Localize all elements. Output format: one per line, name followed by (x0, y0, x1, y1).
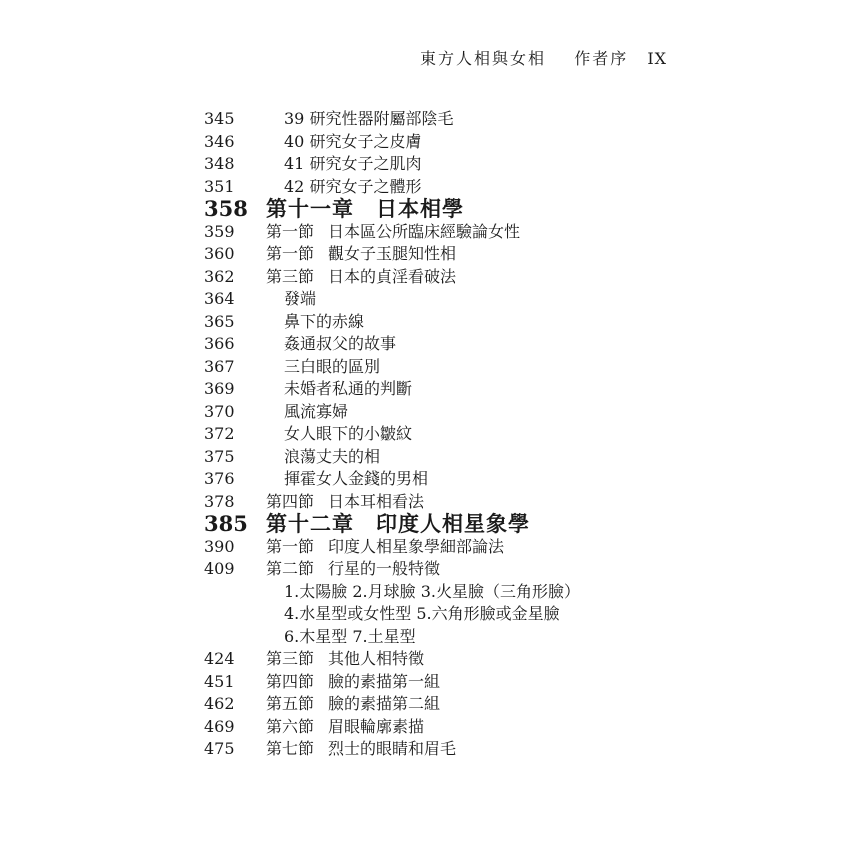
toc-section-row (204, 671, 764, 694)
toc-section-row (204, 243, 764, 266)
toc-page-number: 376 (204, 469, 235, 488)
toc-page-number: 364 (204, 289, 235, 308)
toc-entry-text (266, 693, 440, 716)
toc-page-number: 351 (204, 176, 235, 196)
toc-entry-label: 印度人相星象學細部論法 (328, 536, 505, 556)
toc-entry-label: 日本區公所臨床經驗論女性 (328, 221, 521, 241)
toc-page-number: 375 (204, 446, 235, 466)
toc-section-row (204, 648, 764, 671)
toc-entry-row (204, 288, 764, 311)
toc-entry-label: 39 研究性器附屬部陰毛 (284, 109, 454, 128)
toc-entry-label: 發端 (284, 289, 317, 308)
toc-entry-text (266, 491, 424, 514)
toc-entry-text (266, 648, 424, 671)
toc-entry-prefix: 第四節 (266, 491, 315, 511)
toc-page-number: 359 (204, 221, 235, 241)
toc-entry-text (266, 716, 424, 739)
toc-entry-label: 姦通叔父的故事 (284, 334, 397, 353)
toc-entry-label: 眉眼輪廓素描 (328, 716, 425, 736)
toc-entry-text (284, 378, 412, 401)
toc-entry-row (204, 468, 764, 491)
toc-entry-label: 揮霍女人金錢的男相 (284, 469, 429, 488)
toc-entry-prefix: 第四節 (266, 671, 315, 691)
toc-page-number: 348 (204, 154, 235, 173)
toc-entry-row (204, 176, 764, 199)
toc-page-number: 372 (204, 424, 235, 443)
toc-page-number: 365 (204, 311, 235, 331)
toc-entry-label: 印度人相星象學 (376, 511, 530, 536)
toc-entry-text (284, 108, 453, 131)
toc-entry-label: 日本的貞淫看破法 (328, 266, 457, 286)
toc-entry-row (204, 108, 764, 131)
toc-entry-text (284, 401, 348, 424)
toc-entry-row (204, 333, 764, 356)
toc-entry-label: 鼻下的赤線 (284, 311, 365, 331)
toc-page-number: 462 (204, 694, 235, 713)
toc-page-number: 345 (204, 109, 235, 128)
toc-entry-row (204, 446, 764, 469)
toc-entry-text (266, 536, 504, 559)
toc-entry-label: 臉的素描第二組 (328, 694, 441, 713)
toc-section-row (204, 558, 764, 581)
toc-section-row (204, 738, 764, 761)
toc-entry-label: 行星的一般特徵 (328, 559, 441, 578)
toc-entry-text (266, 558, 440, 581)
toc-entry-text (284, 468, 428, 491)
section-name: 作者序 (574, 49, 629, 68)
toc-entry-label: 日本相學 (376, 196, 464, 221)
toc-entry-prefix: 第一節 (266, 221, 315, 241)
toc-section-row (204, 716, 764, 739)
toc-entry-label: 觀女子玉腿知性相 (328, 244, 457, 263)
toc-page-number: 469 (204, 716, 235, 736)
toc-entry-text (284, 176, 421, 199)
page-number: IX (647, 49, 668, 68)
toc-page-number: 409 (204, 559, 235, 578)
book-title: 東方人相與女相 (420, 49, 547, 68)
toc-entry-text (266, 513, 530, 536)
toc-page-number: 369 (204, 379, 235, 398)
toc-page-number: 346 (204, 131, 235, 151)
toc-section-row (204, 221, 764, 244)
toc-chapter-row (204, 513, 764, 536)
toc-page-number: 370 (204, 401, 235, 421)
toc-page-number: 358 (204, 196, 248, 221)
toc-entry-prefix: 第五節 (266, 694, 315, 713)
toc-entry-prefix: 第六節 (266, 716, 315, 736)
toc-entry-label: 烈士的眼睛和眉毛 (328, 739, 457, 758)
toc-entry-label: 40 研究女子之皮膚 (284, 131, 422, 151)
toc-entry-prefix: 第三節 (266, 266, 315, 286)
toc-entry-label: 三白眼的區別 (284, 356, 381, 376)
toc-entry-prefix: 第十二章 (266, 511, 354, 536)
toc-page-number: 424 (204, 649, 235, 668)
toc-page-number: 385 (204, 511, 248, 536)
toc-entry-label: 臉的素描第一組 (328, 671, 441, 691)
toc-chapter-row (204, 198, 764, 221)
toc-entry-text (266, 221, 520, 244)
toc-page-number: 378 (204, 491, 235, 511)
toc-entry-text (284, 356, 380, 379)
toc-entry-prefix: 第十一章 (266, 196, 354, 221)
toc-entry-text (284, 131, 421, 154)
toc-entry-row (204, 378, 764, 401)
toc-entry-label: 日本耳相看法 (328, 491, 425, 511)
toc-entry-text (284, 446, 380, 469)
toc-entry-prefix: 第七節 (266, 739, 315, 758)
toc-page-number: 451 (204, 671, 235, 691)
toc-page-number: 366 (204, 334, 235, 353)
toc-page-number: 475 (204, 739, 235, 758)
toc-page-number: 390 (204, 536, 235, 556)
toc-entry-prefix: 第三節 (266, 649, 315, 668)
toc-section-row (204, 536, 764, 559)
toc-page-number: 367 (204, 356, 235, 376)
toc-entry-prefix: 第二節 (266, 559, 315, 578)
toc-entry-text (284, 626, 416, 649)
toc-entry-label: 浪蕩丈夫的相 (284, 446, 381, 466)
toc-entry-row (204, 626, 764, 649)
toc-section-row (204, 266, 764, 289)
toc-entry-row (204, 131, 764, 154)
toc-entry-row (204, 581, 764, 604)
toc-entry-label: 6.木星型 7.土星型 (284, 626, 416, 646)
toc-entry-text (284, 581, 580, 604)
toc-page-number: 362 (204, 266, 235, 286)
toc-entry-text (266, 738, 456, 761)
toc-entry-label: 未婚者私通的判斷 (284, 379, 413, 398)
toc-entry-text (284, 603, 560, 626)
toc-entry-label: 4.水星型或女性型 5.六角形臉或金星臉 (284, 604, 560, 623)
toc-entry-text (266, 266, 456, 289)
toc-entry-row (204, 401, 764, 424)
toc-entry-row (204, 603, 764, 626)
toc-entry-row (204, 423, 764, 446)
toc-page-number: 360 (204, 244, 235, 263)
toc-entry-row (204, 356, 764, 379)
toc-entry-row (204, 153, 764, 176)
toc-entry-prefix: 第一節 (266, 244, 315, 263)
running-header (420, 46, 667, 69)
toc-entry-text (284, 153, 421, 176)
toc-entry-text (284, 288, 316, 311)
toc-entry-label: 41 研究女子之肌肉 (284, 154, 422, 173)
toc-entry-label: 1.太陽臉 2.月球臉 3.火星臉（三角形臉） (284, 581, 580, 601)
toc-entry-text (266, 671, 440, 694)
toc-entry-text (284, 423, 412, 446)
toc-entry-label: 女人眼下的小皺紋 (284, 424, 413, 443)
toc-entry-prefix: 第一節 (266, 536, 315, 556)
toc-section-row (204, 491, 764, 514)
toc-entry-label: 風流寡婦 (284, 401, 349, 421)
toc-entry-text (284, 311, 364, 334)
toc-entry-label: 42 研究女子之體形 (284, 176, 422, 196)
toc-entry-row (204, 311, 764, 334)
table-of-contents (204, 108, 764, 761)
toc-entry-label: 其他人相特徵 (328, 649, 425, 668)
toc-section-row (204, 693, 764, 716)
toc-entry-text (284, 333, 396, 356)
toc-entry-text (266, 198, 464, 221)
toc-entry-text (266, 243, 456, 266)
